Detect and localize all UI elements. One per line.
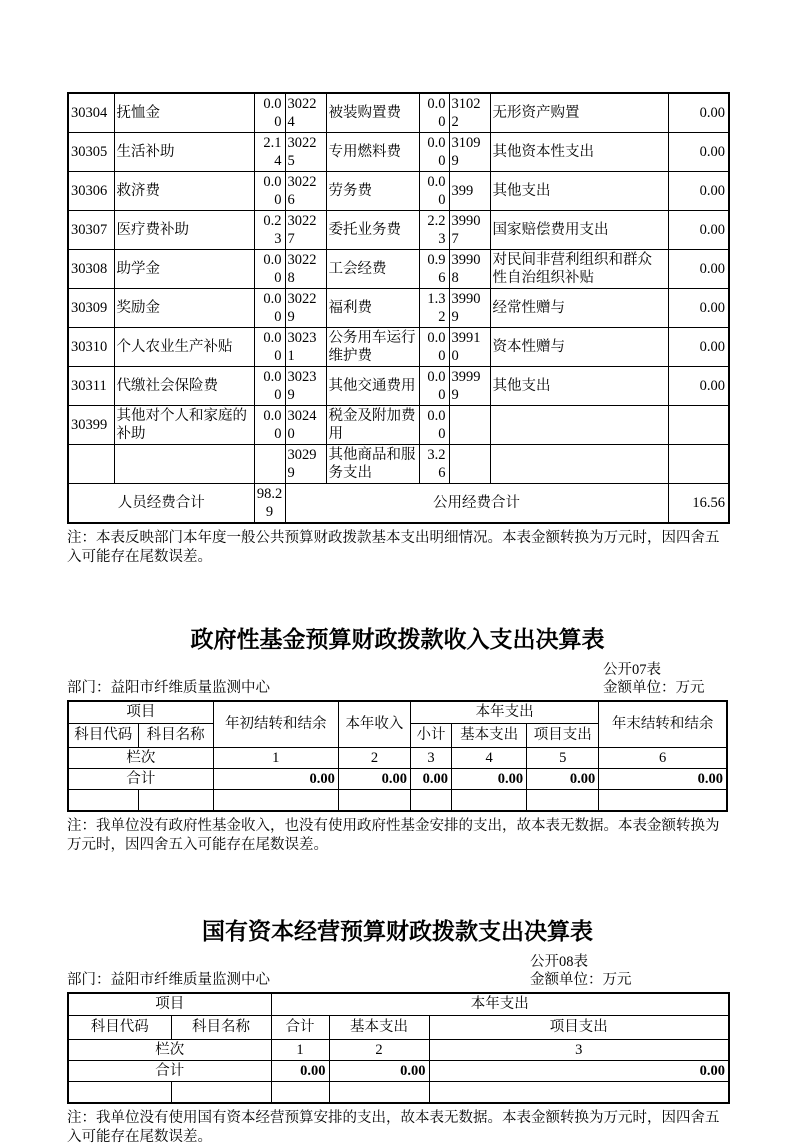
cell-value: 0.00 bbox=[419, 406, 449, 445]
col-index: 2 bbox=[338, 747, 410, 768]
cell-value: 2.23 bbox=[419, 211, 449, 250]
cell-code: 30307 bbox=[68, 211, 114, 250]
cell-code: 30228 bbox=[285, 250, 326, 289]
state-capital-public-no: 公开08表 bbox=[530, 954, 588, 970]
cell-value: 2.14 bbox=[254, 133, 285, 172]
cell-name: 奖励金 bbox=[114, 289, 254, 328]
state-capital-table bbox=[67, 992, 730, 1104]
total-row bbox=[68, 1060, 729, 1081]
empty-data-row bbox=[68, 1081, 729, 1103]
detail-row bbox=[68, 406, 729, 445]
lanci-label: 栏次 bbox=[68, 747, 213, 768]
cell-name: 无形资产购置 bbox=[490, 93, 668, 133]
cell-value: 0.00 bbox=[419, 367, 449, 406]
empty-data-row bbox=[68, 789, 727, 811]
personnel-total-label: 人员经费合计 bbox=[68, 484, 254, 524]
cell-value: 0.96 bbox=[419, 250, 449, 289]
state-capital-note: 注：我单位没有使用国有资本经营预算安排的支出，故本表无数据。本表金额转换为万元时，因四舍五入可能存在尾数误差。 bbox=[67, 1110, 720, 1145]
cell-code: 30229 bbox=[285, 289, 326, 328]
personnel-total-value: 98.29 bbox=[254, 484, 285, 524]
detail-row bbox=[68, 445, 729, 484]
amount-unit-label: 金额单位：万元 bbox=[603, 680, 705, 696]
cell-name bbox=[490, 406, 668, 445]
public-total-label: 公用经费合计 bbox=[285, 484, 668, 524]
cell-value: 3.26 bbox=[419, 445, 449, 484]
header-project-expense: 项目支出 bbox=[429, 1015, 729, 1039]
cell-value bbox=[254, 445, 285, 484]
total-value: 0.00 bbox=[429, 1060, 729, 1081]
header-project-expense: 项目支出 bbox=[527, 723, 599, 747]
total-value: 0.00 bbox=[599, 768, 727, 789]
cell-code: 399 bbox=[449, 172, 490, 211]
cell-code: 30309 bbox=[68, 289, 114, 328]
cell-name: 其他支出 bbox=[490, 367, 668, 406]
cell-value: 0.00 bbox=[254, 172, 285, 211]
cell-name: 劳务费 bbox=[326, 172, 419, 211]
cell-value: 0.23 bbox=[254, 211, 285, 250]
total-label: 合计 bbox=[68, 768, 213, 789]
total-value: 0.00 bbox=[213, 768, 338, 789]
cell-code bbox=[449, 406, 490, 445]
col-index: 4 bbox=[452, 747, 527, 768]
header-end-balance: 年末结转和结余 bbox=[599, 701, 727, 747]
cell-name: 其他支出 bbox=[490, 172, 668, 211]
empty-cell bbox=[213, 789, 338, 811]
cell-code: 30304 bbox=[68, 93, 114, 133]
empty-cell bbox=[599, 789, 727, 811]
cell-code: 39910 bbox=[449, 328, 490, 367]
cell-name: 其他资本性支出 bbox=[490, 133, 668, 172]
empty-cell bbox=[411, 789, 452, 811]
header-year-income: 本年收入 bbox=[338, 701, 410, 747]
col-index: 6 bbox=[599, 747, 727, 768]
cell-code: 31099 bbox=[449, 133, 490, 172]
cell-code: 31022 bbox=[449, 93, 490, 133]
cell-value: 0.00 bbox=[419, 328, 449, 367]
cell-code bbox=[68, 445, 114, 484]
empty-cell bbox=[171, 1081, 271, 1103]
cell-name: 生活补助 bbox=[114, 133, 254, 172]
col-index: 3 bbox=[411, 747, 452, 768]
cell-code: 30231 bbox=[285, 328, 326, 367]
cell-code: 30299 bbox=[285, 445, 326, 484]
empty-cell bbox=[338, 789, 410, 811]
cell-name: 税金及附加费用 bbox=[326, 406, 419, 445]
cell-code: 30239 bbox=[285, 367, 326, 406]
cell-code: 30305 bbox=[68, 133, 114, 172]
empty-cell bbox=[68, 1081, 171, 1103]
cell-name: 医疗费补助 bbox=[114, 211, 254, 250]
state-capital-meta-line bbox=[67, 972, 728, 989]
detail-row bbox=[68, 367, 729, 406]
header-year-expense: 本年支出 bbox=[411, 701, 599, 723]
lanci-label: 栏次 bbox=[68, 1039, 271, 1060]
cell-value: 0.00 bbox=[668, 367, 729, 406]
cell-code bbox=[449, 445, 490, 484]
cell-code: 30306 bbox=[68, 172, 114, 211]
cell-code: 30225 bbox=[285, 133, 326, 172]
cell-value: 0.00 bbox=[254, 93, 285, 133]
gov-fund-note: 注：我单位没有政府性基金收入，也没有使用政府性基金安排的支出，故本表无数据。本表金额转换为万元时，因四舍五入可能存在尾数误差。 bbox=[67, 818, 720, 853]
total-value: 0.00 bbox=[271, 1060, 329, 1081]
gov-fund-table-title: 政府性基金预算财政拨款收入支出决算表 bbox=[190, 627, 605, 652]
t1-body bbox=[68, 93, 729, 484]
cell-value: 0.00 bbox=[254, 406, 285, 445]
cell-code: 39908 bbox=[449, 250, 490, 289]
column-index-row bbox=[68, 747, 727, 768]
header-subject-code: 科目代码 bbox=[68, 723, 138, 747]
cell-name: 委托业务费 bbox=[326, 211, 419, 250]
amount-unit-label: 金额单位：万元 bbox=[530, 972, 632, 988]
empty-cell bbox=[138, 789, 213, 811]
gov-fund-meta-line bbox=[67, 680, 728, 697]
cell-name bbox=[114, 445, 254, 484]
total-value: 0.00 bbox=[452, 768, 527, 789]
header-row-2 bbox=[68, 1015, 729, 1039]
cell-name: 助学金 bbox=[114, 250, 254, 289]
cell-name: 工会经费 bbox=[326, 250, 419, 289]
cell-code: 30310 bbox=[68, 328, 114, 367]
cell-name: 其他交通费用 bbox=[326, 367, 419, 406]
cell-value: 0.00 bbox=[419, 172, 449, 211]
cell-value: 0.00 bbox=[419, 93, 449, 133]
cell-value: 0.00 bbox=[254, 250, 285, 289]
cell-code: 39907 bbox=[449, 211, 490, 250]
empty-cell bbox=[271, 1081, 329, 1103]
cell-name: 代缴社会保险费 bbox=[114, 367, 254, 406]
cell-name bbox=[490, 445, 668, 484]
basic-expenditure-detail-table bbox=[67, 92, 730, 524]
header-subject-name: 科目名称 bbox=[171, 1015, 271, 1039]
total-value: 0.00 bbox=[411, 768, 452, 789]
total-label: 合计 bbox=[68, 1060, 271, 1081]
table1-note: 注：本表反映部门本年度一般公共预算财政拨款基本支出明细情况。本表金额转换为万元时，因四舍五入可能存在尾数误差。 bbox=[67, 530, 720, 565]
header-project: 项目 bbox=[68, 993, 271, 1015]
cell-name: 公务用车运行维护费 bbox=[326, 328, 419, 367]
cell-code: 30399 bbox=[68, 406, 114, 445]
cell-name: 国家赔偿费用支出 bbox=[490, 211, 668, 250]
cell-code: 30226 bbox=[285, 172, 326, 211]
cell-name: 经常性赠与 bbox=[490, 289, 668, 328]
header-basic-expense: 基本支出 bbox=[452, 723, 527, 747]
cell-name: 被装购置费 bbox=[326, 93, 419, 133]
header-begin-balance: 年初结转和结余 bbox=[213, 701, 338, 747]
cell-value: 0.00 bbox=[668, 93, 729, 133]
col-index: 2 bbox=[329, 1039, 429, 1060]
state-capital-table-title: 国有资本经营预算财政拨款支出决算表 bbox=[202, 919, 593, 944]
cell-name: 抚恤金 bbox=[114, 93, 254, 133]
header-total-col: 合计 bbox=[271, 1015, 329, 1039]
cell-value bbox=[668, 406, 729, 445]
cell-code: 39909 bbox=[449, 289, 490, 328]
cell-code: 39999 bbox=[449, 367, 490, 406]
detail-row bbox=[68, 93, 729, 133]
header-year-expense: 本年支出 bbox=[271, 993, 729, 1015]
detail-row bbox=[68, 328, 729, 367]
cell-value: 0.00 bbox=[668, 289, 729, 328]
header-subtotal: 小计 bbox=[411, 723, 452, 747]
total-value: 0.00 bbox=[338, 768, 410, 789]
column-index-row bbox=[68, 1039, 729, 1060]
cell-name: 福利费 bbox=[326, 289, 419, 328]
cell-name: 其他商品和服务支出 bbox=[326, 445, 419, 484]
header-row-1 bbox=[68, 701, 727, 723]
cell-code: 30240 bbox=[285, 406, 326, 445]
header-basic-expense: 基本支出 bbox=[329, 1015, 429, 1039]
col-index: 3 bbox=[429, 1039, 729, 1060]
gov-fund-public-no: 公开07表 bbox=[603, 662, 661, 678]
total-value: 0.00 bbox=[527, 768, 599, 789]
cell-name: 其他对个人和家庭的补助 bbox=[114, 406, 254, 445]
empty-cell bbox=[527, 789, 599, 811]
cell-name: 个人农业生产补贴 bbox=[114, 328, 254, 367]
col-index: 1 bbox=[213, 747, 338, 768]
cell-code: 30224 bbox=[285, 93, 326, 133]
cell-code: 30308 bbox=[68, 250, 114, 289]
cell-value: 0.00 bbox=[668, 250, 729, 289]
cell-value: 1.32 bbox=[419, 289, 449, 328]
detail-row bbox=[68, 211, 729, 250]
detail-row bbox=[68, 250, 729, 289]
public-total-value: 16.56 bbox=[668, 484, 729, 524]
cell-code: 30227 bbox=[285, 211, 326, 250]
cell-name: 资本性赠与 bbox=[490, 328, 668, 367]
cell-value: 0.00 bbox=[668, 211, 729, 250]
empty-cell bbox=[429, 1081, 729, 1103]
empty-cell bbox=[329, 1081, 429, 1103]
col-index: 1 bbox=[271, 1039, 329, 1060]
header-project: 项目 bbox=[68, 701, 213, 723]
cell-value: 0.00 bbox=[419, 133, 449, 172]
detail-row bbox=[68, 289, 729, 328]
cell-value: 0.00 bbox=[668, 328, 729, 367]
header-subject-name: 科目名称 bbox=[138, 723, 213, 747]
empty-cell bbox=[452, 789, 527, 811]
cell-code: 30311 bbox=[68, 367, 114, 406]
cell-name: 救济费 bbox=[114, 172, 254, 211]
cell-name: 对民间非营利组织和群众性自治组织补贴 bbox=[490, 250, 668, 289]
gov-fund-table bbox=[67, 700, 728, 812]
col-index: 5 bbox=[527, 747, 599, 768]
total-row bbox=[68, 768, 727, 789]
department-label: 部门：益阳市纤维质量监测中心 bbox=[67, 972, 270, 988]
empty-cell bbox=[68, 789, 138, 811]
cell-value: 0.00 bbox=[254, 328, 285, 367]
detail-row bbox=[68, 172, 729, 211]
cell-name: 专用燃料费 bbox=[326, 133, 419, 172]
cell-value: 0.00 bbox=[668, 133, 729, 172]
table1-footer-row bbox=[68, 484, 729, 524]
header-row-1 bbox=[68, 993, 729, 1015]
detail-row bbox=[68, 133, 729, 172]
total-value: 0.00 bbox=[329, 1060, 429, 1081]
header-subject-code: 科目代码 bbox=[68, 1015, 171, 1039]
department-label: 部门：益阳市纤维质量监测中心 bbox=[67, 680, 270, 696]
cell-value: 0.00 bbox=[254, 289, 285, 328]
cell-value bbox=[668, 445, 729, 484]
cell-value: 0.00 bbox=[254, 367, 285, 406]
cell-value: 0.00 bbox=[668, 172, 729, 211]
